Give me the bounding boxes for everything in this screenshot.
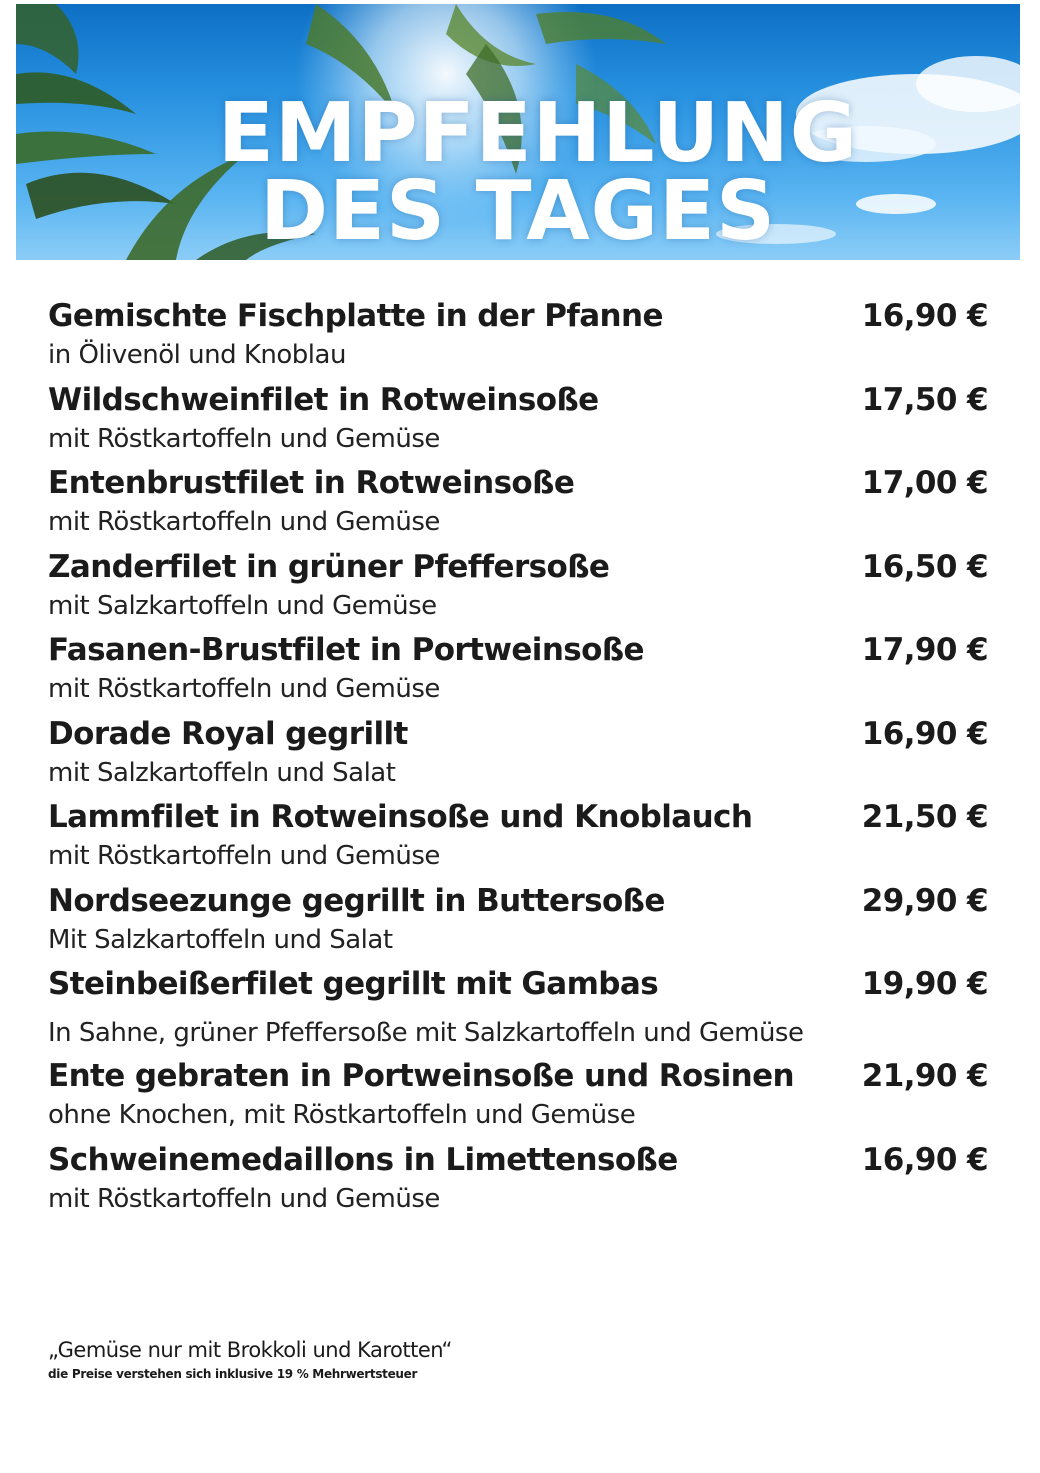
dish-description: mit Röstkartoffeln und Gemüse <box>48 674 440 704</box>
dish-price: 29,90 € <box>861 882 988 919</box>
menu-item <box>48 382 996 466</box>
dish-price: 17,90 € <box>861 632 988 668</box>
dish-price: 21,50 € <box>861 799 988 835</box>
dish-description: mit Salzkartoffeln und Gemüse <box>48 590 437 621</box>
menu-item <box>48 883 996 967</box>
page-title <box>16 86 1020 259</box>
dish-name: Lammfilet in Rotweinsoße und Knoblauch <box>48 799 753 835</box>
dish-name: Steinbeißerfilet gegrillt mit Gambas <box>48 966 659 1002</box>
dish-name: Ente gebraten in Portweinsoße und Rosinen <box>48 1058 794 1094</box>
dish-name: Fasanen-Brustfilet in Portweinsoße <box>48 632 644 668</box>
dish-name: Schweinemedaillons in Limettensoße <box>48 1141 678 1178</box>
dish-description: In Sahne, grüner Pfeffersoße mit Salzkartoffeln und Gemüse <box>48 1018 804 1048</box>
dish-name: Entenbrustfilet in Rotweinsoße <box>48 465 575 501</box>
dish-description: mit Röstkartoffeln und Gemüse <box>48 423 440 454</box>
dish-price: 19,90 € <box>861 966 988 1002</box>
dish-price: 17,50 € <box>861 381 988 418</box>
dish-description: in Ölivenöl und Knoblau <box>48 340 346 370</box>
dish-name: Wildschweinfilet in Rotweinsoße <box>48 381 599 418</box>
dish-description: mit Röstkartoffeln und Gemüse <box>48 841 440 871</box>
dish-price: 17,00 € <box>861 465 988 501</box>
tax-note: die Preise verstehen sich inklusive 19 % Mehrwertsteuer <box>48 1367 418 1381</box>
menu-item <box>48 799 996 883</box>
header-banner <box>16 4 1020 260</box>
vegetable-note: „Gemüse nur mit Brokkoli und Karotten“ <box>48 1338 452 1362</box>
dish-price: 16,90 € <box>861 715 988 752</box>
menu-item <box>48 716 996 800</box>
dish-description: mit Röstkartoffeln und Gemüse <box>48 1183 440 1214</box>
dish-name: Dorade Royal gegrillt <box>48 715 408 752</box>
menu-item <box>48 298 996 382</box>
title-line-2: DES TAGES <box>259 164 777 259</box>
menu-item <box>48 632 996 716</box>
menu-item <box>48 966 996 1058</box>
dish-price: 21,90 € <box>861 1058 988 1094</box>
dish-description: mit Salzkartoffeln und Salat <box>48 757 396 788</box>
dish-name: Zanderfilet in grüner Pfeffersoße <box>48 548 610 585</box>
dish-price: 16,90 € <box>861 1141 988 1178</box>
menu-item <box>48 1058 996 1142</box>
menu-list <box>48 298 996 1225</box>
dish-description: ohne Knochen, mit Röstkartoffeln und Gemüse <box>48 1100 636 1130</box>
dish-description: mit Röstkartoffeln und Gemüse <box>48 507 440 537</box>
dish-price: 16,90 € <box>861 298 988 334</box>
title-line-1: EMPFEHLUNG <box>217 86 859 181</box>
menu-item <box>48 465 996 549</box>
dish-name: Gemischte Fischplatte in der Pfanne <box>48 298 663 334</box>
dish-price: 16,50 € <box>861 548 988 585</box>
menu-item <box>48 549 996 633</box>
dish-description: Mit Salzkartoffeln und Salat <box>48 924 393 955</box>
dish-name: Nordseezunge gegrillt in Buttersoße <box>48 882 665 919</box>
menu-item <box>48 1142 996 1226</box>
